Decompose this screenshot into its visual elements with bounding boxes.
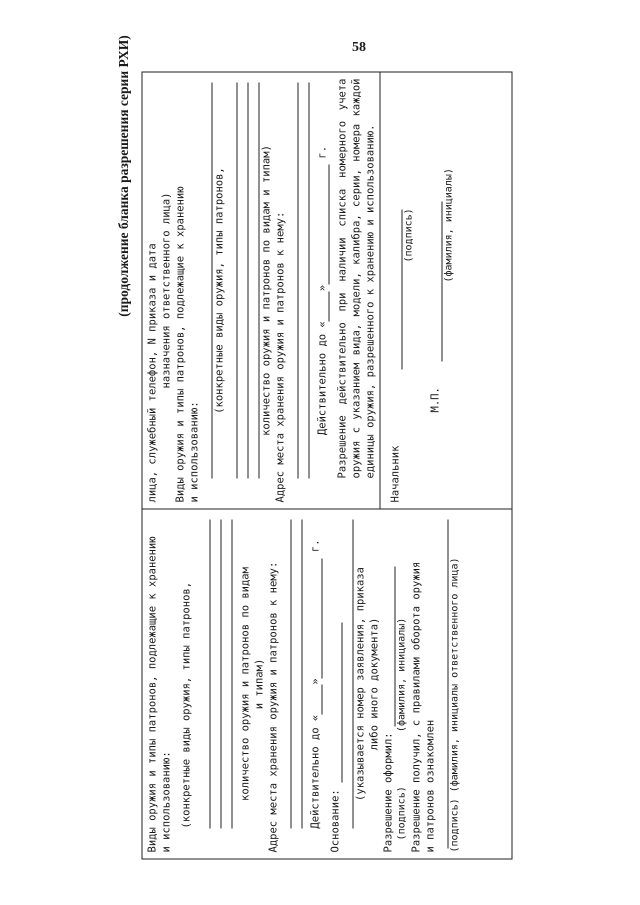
left-valid-until: Действительно до «» г.	[309, 538, 321, 829]
left-basis: Основание:	[328, 515, 342, 852]
left-types-line-3	[221, 519, 232, 828]
left-quantity-hint-cont: и типам)	[253, 658, 265, 709]
right-types-header-cont: и использованию:	[188, 400, 200, 502]
continuation-title-text: (продолжение бланка разрешения серии РХИ)	[116, 35, 131, 317]
right-types-line-2	[237, 82, 248, 478]
left-received-line	[437, 519, 448, 848]
form-left-column	[142, 508, 511, 858]
right-chief: Начальник	[388, 78, 402, 502]
form-right-column	[142, 72, 511, 508]
right-divider	[379, 72, 380, 508]
right-quantity-hint: количество оружия и патронов по видам и типам)	[260, 144, 272, 436]
left-types-header-cont: и использованию:	[160, 750, 172, 852]
left-address-line-2	[291, 519, 302, 828]
form-frame	[141, 71, 512, 859]
right-address-line-1	[287, 82, 298, 478]
right-seal: М.П.	[428, 78, 442, 502]
left-types-line-1	[199, 519, 210, 828]
left-basis-hint: (указывается номер заявления, приказа	[354, 566, 366, 801]
right-types-line-0	[201, 82, 212, 478]
left-quantity-hint: количество оружия и патронов по видам	[239, 566, 251, 801]
left-address-line-1	[280, 519, 291, 828]
left-responsible-hint: (подпись) (фамилия, инициалы ответственного лица)	[449, 556, 460, 852]
right-contact-hint-cont: назначения ответственного лица)	[160, 192, 172, 388]
left-basis-line	[342, 519, 353, 828]
right-types-line-3	[248, 82, 259, 478]
right-types-line-1	[226, 82, 237, 478]
left-issued-hints: (подпись) (фамилия, инициалы)	[396, 617, 407, 840]
right-validity-note: Разрешение действительно при наличии списка номерного учета оружия с указанием вида, модели, калибра, серии, номера каждой единицы оружия, разрешенного к хранению и использованию.	[336, 78, 376, 478]
right-contact-hint: лица, служебный телефон, N приказа и дата	[146, 242, 158, 502]
left-issued-by: Разрешение оформил:	[381, 515, 395, 852]
right-address-line-2	[298, 82, 309, 478]
left-types-header: Виды оружия и типы патронов, подлежащие к хранению	[146, 535, 158, 852]
right-specific-types-hint: (конкретные виды оружия, типы патронов,	[213, 166, 225, 414]
right-name-hint: (фамилия, инициалы)	[443, 167, 454, 282]
page-number: 58	[352, 40, 366, 55]
left-received: Разрешение получил, с правилами оборота оружия	[410, 561, 422, 852]
permit-form	[141, 71, 512, 859]
right-valid-until: Действительно до «» г.	[316, 145, 328, 435]
left-specific-types-hint: (конкретные виды оружия, типы патронов,	[180, 581, 192, 828]
left-storage-address: Адрес места хранения оружия и патронов к нему:	[267, 561, 279, 852]
left-basis-hint-cont: либо иного документа)	[368, 617, 380, 750]
right-signature-hint: (подпись)	[403, 207, 414, 262]
right-storage-address: Адрес места хранения оружия и патронов к нему:	[274, 211, 286, 502]
left-types-line-2	[210, 519, 221, 828]
right-types-header: Виды оружия и типы патронов, подлежащие к хранению	[174, 185, 186, 502]
left-received-cont: и патронов ознакомлен	[424, 719, 436, 852]
